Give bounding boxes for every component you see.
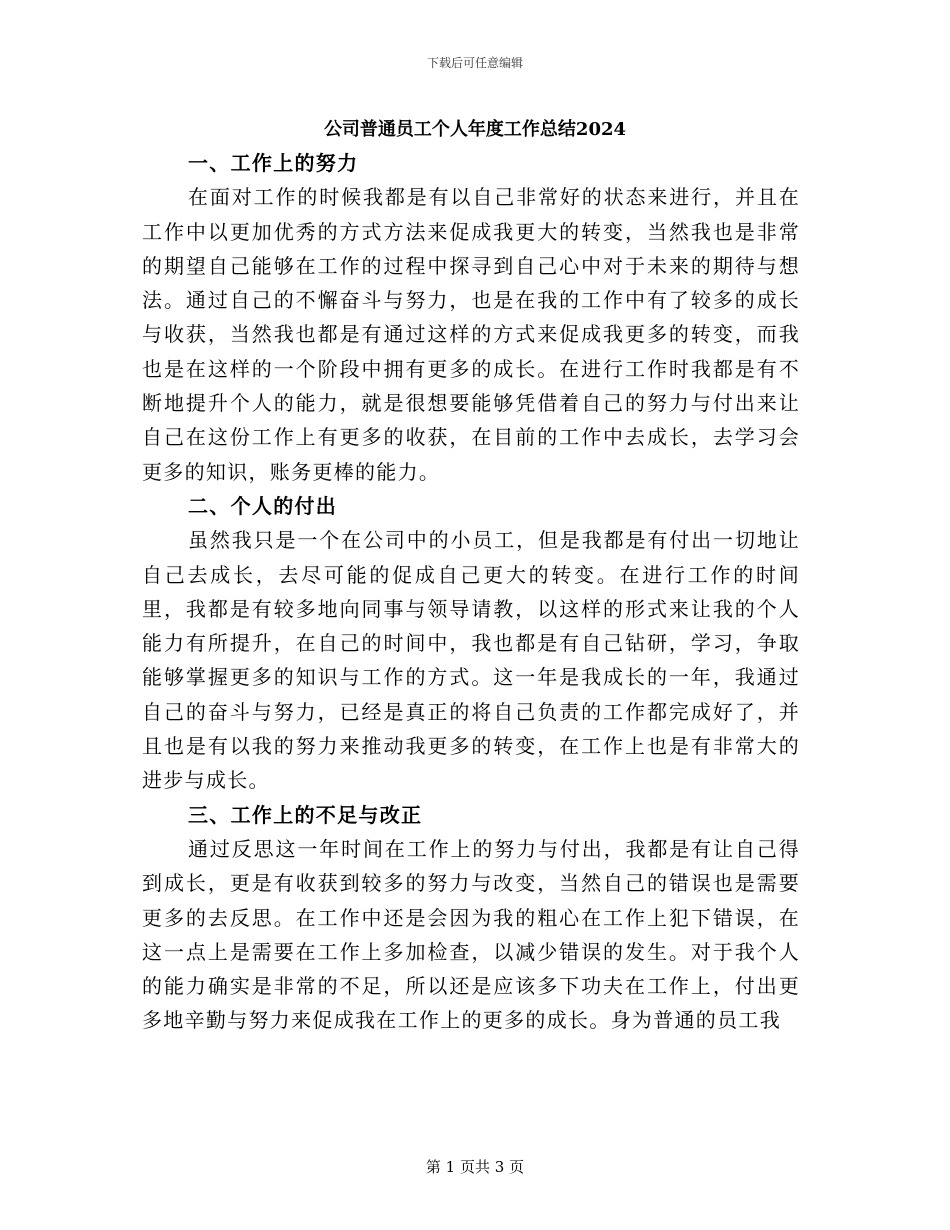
document-title: 公司普通员工个人年度工作总结2024	[323, 119, 627, 140]
document-body	[142, 146, 800, 1038]
section-paragraph-1: 在面对工作的时候我都是有以自己非常好的状态来进行，并且在工作中以更加优秀的方式方法来促成我更大的转变，当然我也是非常的期望自己能够在工作的过程中探寻到自己心中对于未来的期待与想法。通过自己的不懈奋斗与努力，也是在我的工作中有了较多的成长与收获，当然我也都是有通过这样的方式来促成我更多的转变，而我也是在这样的一个阶段中拥有更多的成长。在进行工作时我都是有不断地提升个人的能力，就是很想要能够凭借着自己的努力与付出来让自己在这份工作上有更多的收获，在目前的工作中去成长，去学习会更多的知识，账务更棒的能力。	[142, 185, 800, 484]
section-paragraph-2: 虽然我只是一个在公司中的小员工，但是我都是有付出一切地让自己去成长，去尽可能的促成自己更大的转变。在进行工作的时间里，我都是有较多地向同事与领导请教，以这样的形式来让我的个人能力有所提升，在自己的时间中，我也都是有自己钻研，学习，争取能够掌握更多的知识与工作的方式。这一年是我成长的一年，我通过自己的奋斗与努力，已经是真正的将自己负责的工作都完成好了，并且也是有以我的努力来推动我更多的转变，在工作上也是有非常大的进步与成长。	[142, 528, 800, 793]
section-heading-1: 一、工作上的努力	[188, 151, 359, 175]
section-paragraph-3: 通过反思这一年时间在工作上的努力与付出，我都是有让自己得到成长，更是有收获到较多的努力与改变，当然自己的错误也是需要更多的去反思。在工作中还是会因为我的粗心在工作上犯下错误，在这一点上是需要在工作上多加检查，以减少错误的发生。对于我个人的能力确实是非常的不足，所以还是应该多下功夫在工作上，付出更多地辛勤与努力来促成我在工作上的更多的成长。身为普通的员工我	[142, 836, 800, 1033]
section-heading-2: 二、个人的付出	[188, 493, 338, 518]
page-header-note: 下载后可任意编辑	[426, 56, 523, 70]
page-footer-number: 第 1 页共 3 页	[425, 1158, 525, 1176]
section-heading-3: 三、工作上的不足与改正	[188, 802, 423, 827]
